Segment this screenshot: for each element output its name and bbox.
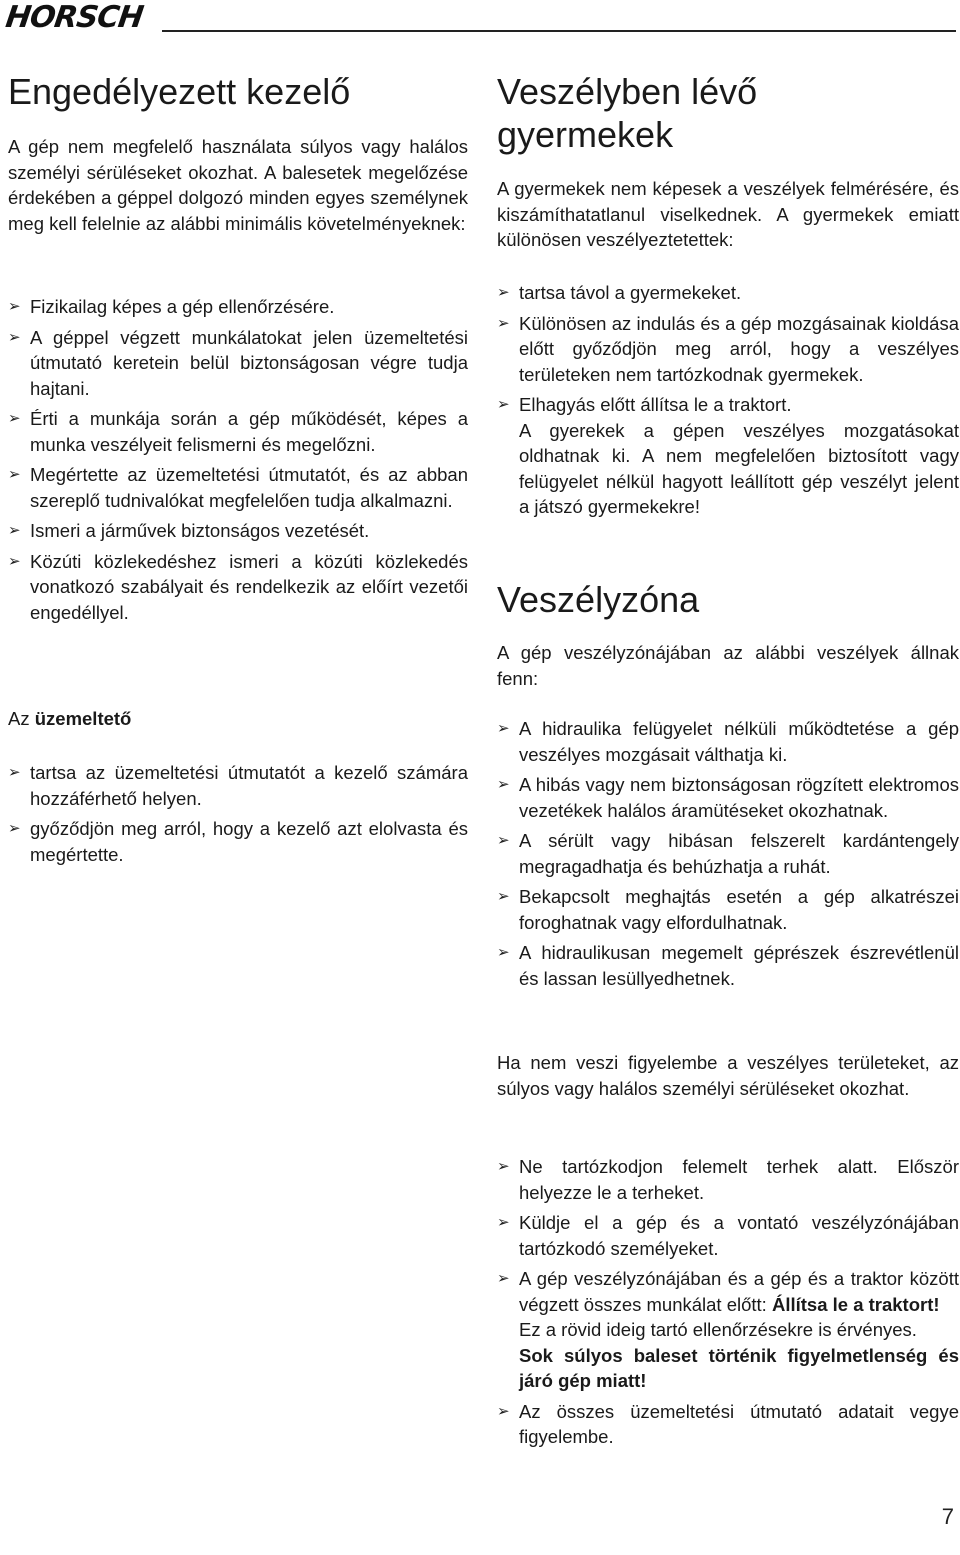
operator-heading: Engedélyezett kezelő xyxy=(8,71,351,112)
operator-duties-list xyxy=(8,760,468,872)
arrow-bullet-icon: ➢ xyxy=(8,410,21,427)
safety-rules-list xyxy=(497,1154,959,1455)
list-item: ➢ A sérült vagy hibásan felszerelt kardántengely megragadhatja és behúzhatja a ruhát. xyxy=(497,830,959,877)
arrow-bullet-icon: ➢ xyxy=(8,466,21,483)
list-item: ➢ Az összes üzemeltetési útmutató adatait vegye figyelembe. xyxy=(497,1400,959,1447)
horsch-logo: HORSCH xyxy=(3,0,145,35)
operator-line: Az üzemeltető xyxy=(8,708,132,729)
arrow-bullet-icon: ➢ xyxy=(8,552,21,570)
danger-zone-intro: A gép veszélyzónájában az alábbi veszélyek állnak fenn: xyxy=(497,642,959,689)
page-number: 7 xyxy=(941,1504,954,1529)
list-item: ➢ győződjön meg arról, hogy a kezelő azt elolvasta és megértette. xyxy=(8,818,468,865)
danger-zone-heading: Veszélyzóna xyxy=(497,579,700,620)
danger-warning-text: Ha nem veszi figyelembe a veszélyes területeket, az súlyos vagy halálos személyi sérüléseket okozhat. xyxy=(497,1052,959,1099)
arrow-bullet-icon: ➢ xyxy=(497,776,510,793)
children-intro: A gyermekek nem képesek a veszélyek felmérésére, és kiszámíthatatlanul viselkednek. A gyermekek emiatt különösen veszélyeztetettek: xyxy=(497,178,959,250)
list-item: ➢ Küldje el a gép és a vontató veszélyzónájában tartózkodó személyeket. xyxy=(497,1212,959,1259)
children-heading: Veszélyben lévő gyermekek xyxy=(497,71,758,155)
arrow-bullet-icon: ➢ xyxy=(497,720,510,737)
arrow-bullet-icon: ➢ xyxy=(8,298,21,315)
list-item: ➢ tartsa az üzemeltetési útmutatót a kezelő számára hozzáférhető helyen. xyxy=(8,762,468,809)
list-item: ➢ Közúti közlekedéshez ismeri a közúti közlekedés vonatkozó szabályait és rendelkezik az előírt vezetői engedéllyel. xyxy=(8,550,468,623)
arrow-bullet-icon: ➢ xyxy=(497,944,510,961)
list-item: ➢ Elhagyás előtt állítsa le a traktort. A gyerekek a gépen veszélyes mozgatásokat oldhatnak ki. A nem megfelelően biztosított vagy felügyelet nélkül hagyott leállított gép veszélyt jelent a játszó gyermekekre! xyxy=(497,394,959,517)
arrow-bullet-icon: ➢ xyxy=(8,820,21,837)
arrow-bullet-icon: ➢ xyxy=(497,1402,510,1420)
list-item: ➢ A géppel végzett munkálatokat jelen üzemeltetési útmutató keretein belül biztonságosan végre tudja hajtani. xyxy=(8,326,468,399)
operator-intro: A gép nem megfelelő használata súlyos vagy halálos személyi sérüléseket okozhat. A balesetek megelőzése érdekében a géppel dolgozó minden egyes személynek meg kell felelnie az alábbi minimális követelményeknek: xyxy=(8,136,468,234)
arrow-bullet-icon: ➢ xyxy=(497,1214,510,1231)
list-item: ➢ A hidraulikusan megemelt géprészek észrevétlenül és lassan lesüllyedhetnek. xyxy=(497,942,959,989)
list-item: ➢ Bekapcsolt meghajtás esetén a gép alkatrészei foroghatnak vagy elfordulhatnak. xyxy=(497,886,959,933)
list-item: ➢ A gép veszélyzónájában és a gép és a traktor között végzett összes munkálat előtt: Állítsa le a traktort! Ez a rövid ideig tartó ellenőrzésekre is érvényes. Sok súlyos baleset történik figyelmetlenség és járó gép miatt! xyxy=(497,1268,959,1391)
arrow-bullet-icon: ➢ xyxy=(497,832,510,849)
list-item: ➢ Fizikailag képes a gép ellenőrzésére. xyxy=(8,296,335,317)
arrow-bullet-icon: ➢ xyxy=(497,888,510,905)
list-item: ➢ A hibás vagy nem biztonságosan rögzített elektromos vezetékek halálos áramütéseket okozhatnak. xyxy=(497,774,959,821)
danger-zone-list xyxy=(497,716,959,996)
list-item: ➢ Megértette az üzemeltetési útmutatót, és az abban szereplő tudnivalókat megfelelően tudja alkalmazni. xyxy=(8,464,468,511)
requirements-list xyxy=(8,294,468,630)
arrow-bullet-icon: ➢ xyxy=(497,1270,510,1287)
list-item: ➢ Különösen az indulás és a gép mozgásainak kioldása előtt győződjön meg arról, hogy a veszélyes területeken nem tartózkodnak gyermekek. xyxy=(497,312,959,385)
header-rule xyxy=(162,30,956,32)
list-item: ➢ tartsa távol a gyermekeket. xyxy=(497,282,742,303)
arrow-bullet-icon: ➢ xyxy=(497,284,510,301)
arrow-bullet-icon: ➢ xyxy=(497,396,510,413)
children-list xyxy=(497,280,959,525)
arrow-bullet-icon: ➢ xyxy=(8,522,21,539)
arrow-bullet-icon: ➢ xyxy=(497,314,510,332)
arrow-bullet-icon: ➢ xyxy=(8,764,21,781)
list-item: ➢ Ne tartózkodjon felemelt terhek alatt. Először helyezze le a terheket. xyxy=(497,1156,959,1203)
list-item: ➢ Ismeri a járművek biztonságos vezetését. xyxy=(8,520,370,541)
arrow-bullet-icon: ➢ xyxy=(8,328,21,346)
arrow-bullet-icon: ➢ xyxy=(497,1158,510,1175)
list-item: ➢ Érti a munkája során a gép működését, képes a munka veszélyeit felismerni és megelőzni. xyxy=(8,408,468,455)
list-item: ➢ A hidraulika felügyelet nélküli működtetése a gép veszélyes mozgásait válthatja ki. xyxy=(497,718,959,765)
